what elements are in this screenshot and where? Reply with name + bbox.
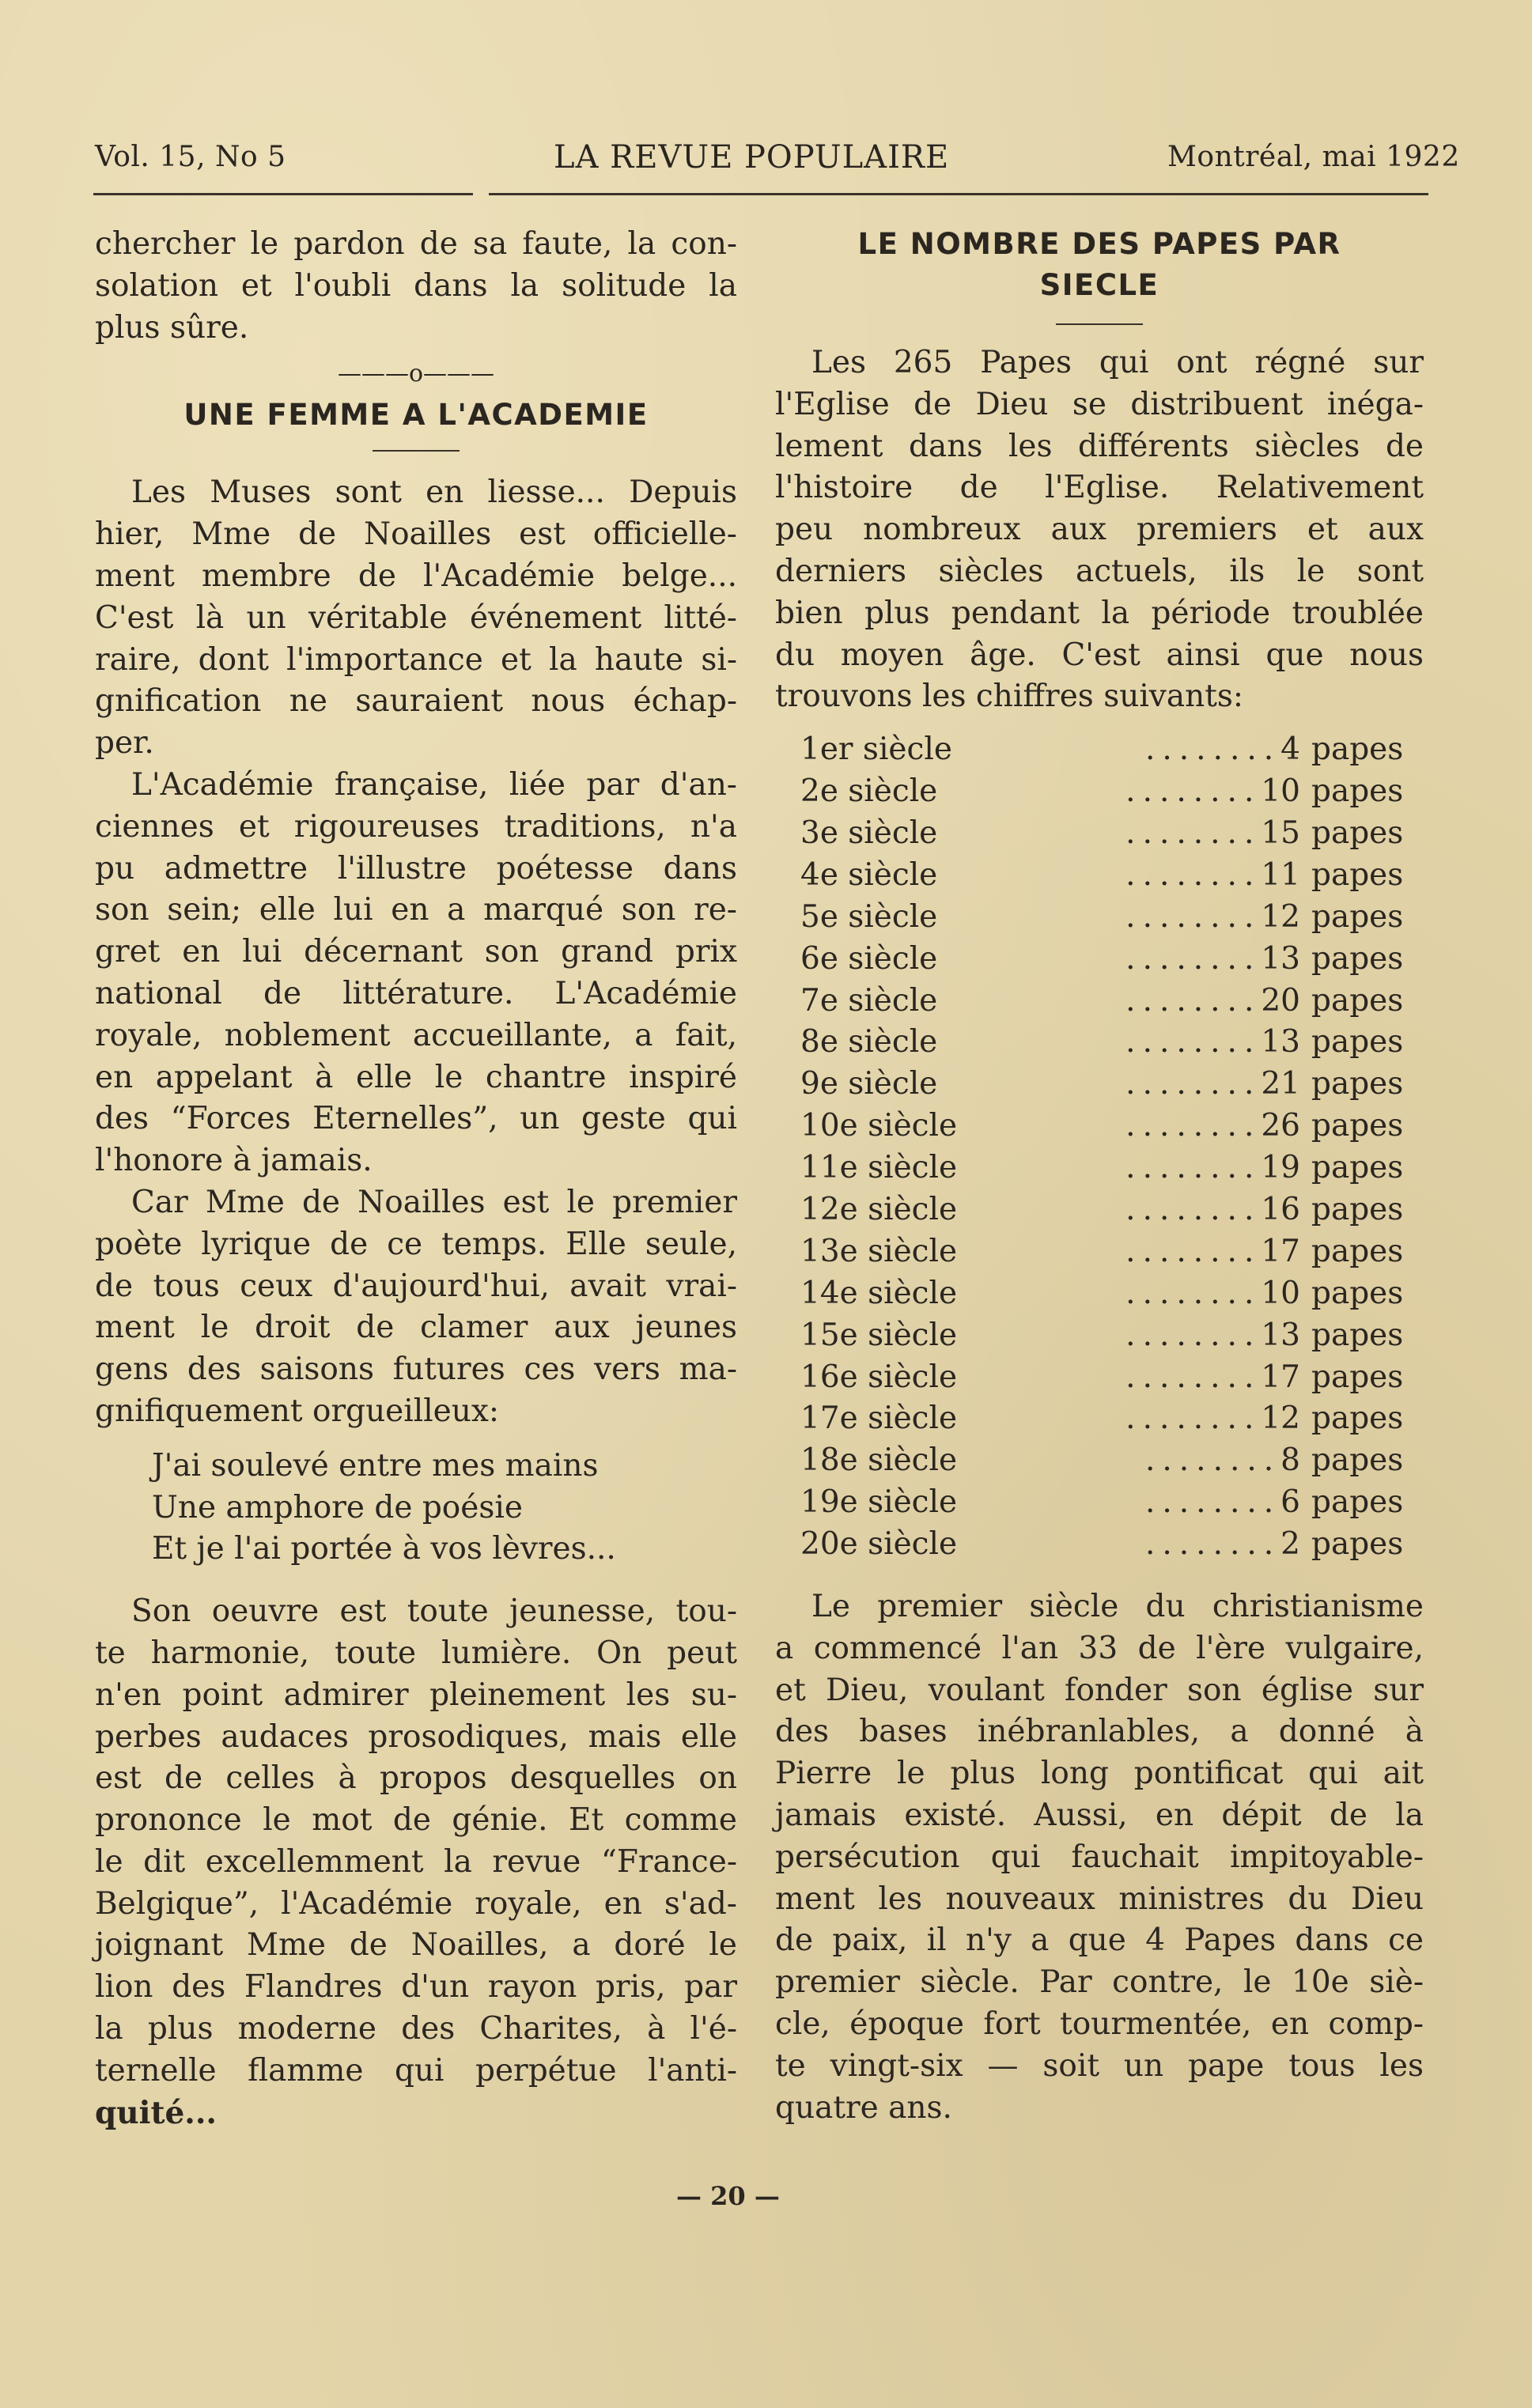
unit-label: papes [1311, 1317, 1404, 1353]
table-row [800, 939, 1424, 981]
paragraph-line: quatre ans. [775, 2089, 952, 2126]
pope-count: 17 [1261, 1359, 1300, 1395]
unit-label: papes [1311, 898, 1404, 935]
paragraph-line: te harmonie, toute lumière. On peut [95, 1635, 737, 1671]
unit-label: papes [1311, 1150, 1404, 1186]
paragraph-line: te vingt-six — soit un pape tous les [775, 2047, 1424, 2084]
leader-and-count [987, 1482, 1300, 1524]
paragraph-line: peu nombreux aux premiers et aux [775, 512, 1424, 548]
leader-and-count [987, 855, 1300, 897]
dot-leader: ........ [1125, 815, 1262, 851]
right-column [775, 224, 1424, 2129]
intro-line: plus sûre. [95, 309, 249, 346]
century-label: 15e siècle [800, 1317, 958, 1353]
paragraph-line: gnification ne sauraient nous échap- [95, 683, 737, 720]
century-label: 5e siècle [800, 898, 938, 935]
paragraph-line: persécution qui fauchait impitoyable- [775, 1839, 1424, 1875]
title-rule [1056, 323, 1143, 325]
pope-count: 8 [1280, 1442, 1300, 1479]
paragraph-line: bien plus pendant la période troublée [775, 595, 1424, 631]
dot-leader: ........ [1125, 773, 1262, 810]
leader-and-count [987, 1231, 1300, 1273]
pope-count: 11 [1261, 856, 1300, 893]
table-row [800, 771, 1424, 813]
century-label: 9e siècle [800, 1066, 938, 1102]
paragraph-line: per. [95, 725, 154, 762]
unit-label: papes [1311, 940, 1404, 977]
dot-leader: ........ [1125, 1401, 1262, 1437]
leader-and-count [987, 1106, 1300, 1147]
paragraph-line: ment membre de l'Académie belge... [95, 558, 737, 594]
leader-and-count [987, 939, 1300, 981]
dot-leader: ........ [1125, 1108, 1262, 1144]
poem-quote [95, 1446, 737, 1571]
unit-label: papes [1311, 1233, 1404, 1269]
pope-count: 13 [1261, 1024, 1300, 1060]
dot-leader: ........ [1125, 1233, 1262, 1269]
century-label: 11e siècle [800, 1150, 958, 1186]
dot-leader: ........ [1125, 982, 1262, 1019]
leader-and-count [987, 1022, 1300, 1064]
paragraph-line: des bases inébranlables, a donné à [775, 1714, 1424, 1750]
dot-leader: ........ [1125, 1024, 1262, 1060]
paragraph-line: Car Mme de Noailles est le premier [131, 1184, 737, 1220]
paragraph-line: l'histoire de l'Eglise. Relativement [775, 470, 1424, 506]
dot-leader: ........ [1125, 1066, 1262, 1102]
table-row [800, 1315, 1424, 1357]
dot-leader: ........ [1125, 1191, 1262, 1227]
unit-label: papes [1311, 815, 1404, 851]
paragraph-line: hier, Mme de Noailles est officielle- [95, 516, 737, 553]
paragraph-line: ment le droit de clamer aux jeunes [95, 1310, 737, 1346]
century-label: 18e siècle [800, 1442, 958, 1479]
century-label: 13e siècle [800, 1233, 958, 1269]
paragraph-line: Pierre le plus long pontificat qui ait [775, 1756, 1424, 1792]
unit-label: papes [1311, 731, 1404, 768]
pope-count: 13 [1261, 1317, 1300, 1353]
dot-leader: ........ [1125, 856, 1262, 893]
century-label: 1er siècle [800, 731, 952, 768]
paragraph-line: pu admettre l'illustre poétesse dans [95, 850, 737, 886]
pope-count: 10 [1261, 1275, 1300, 1311]
paragraph-line: l'Eglise de Dieu se distribuent inéga- [775, 386, 1424, 422]
leader-and-count [987, 1524, 1300, 1566]
popes-per-century-table [800, 729, 1424, 1566]
paragraph-line: a commencé l'an 33 de l'ère vulgaire, [775, 1630, 1424, 1666]
paragraph-line: de paix, il n'y a que 4 Papes dans ce [775, 1922, 1424, 1959]
paragraph-line: jamais existé. Aussi, en dépit de la [775, 1797, 1424, 1833]
article-title-line-1: LE NOMBRE DES PAPES PAR [857, 227, 1341, 261]
paragraph-line: raire, dont l'importance et la haute si- [95, 641, 737, 678]
paragraph-line: trouvons les chiffres suivants: [775, 679, 1244, 715]
pope-count: 10 [1261, 773, 1300, 810]
century-label: 6e siècle [800, 940, 938, 977]
unit-label: papes [1311, 982, 1404, 1019]
paragraph-line: et Dieu, voulant fonder son église sur [775, 1672, 1424, 1708]
title-rule [373, 450, 460, 452]
paragraph-line: la plus moderne des Charites, à l'é- [95, 2011, 737, 2047]
table-row [800, 1189, 1424, 1231]
century-label: 10e siècle [800, 1108, 958, 1144]
table-row [800, 1357, 1424, 1399]
century-label: 4e siècle [800, 856, 938, 893]
paragraph-line: ment les nouveaux ministres du Dieu [775, 1881, 1424, 1917]
paragraph-line: ciennes et rigoureuses traditions, n'a [95, 808, 737, 845]
pope-count: 12 [1261, 1401, 1300, 1437]
paragraph-line: perbes audaces prosodiques, mais elle [95, 1718, 737, 1755]
paragraph-line: ternelle flamme qui perpétue l'anti- [95, 2052, 737, 2089]
table-row [800, 729, 1424, 771]
article-title: UNE FEMME A L'ACADEMIE [183, 398, 649, 433]
unit-label: papes [1311, 1191, 1404, 1227]
paragraph-line: Les Muses sont en liesse... Depuis [131, 474, 737, 511]
century-label: 3e siècle [800, 815, 938, 851]
leader-and-count [987, 729, 1300, 771]
table-row [800, 1273, 1424, 1315]
unit-label: papes [1311, 1024, 1404, 1060]
pope-count: 13 [1261, 940, 1300, 977]
pope-count: 6 [1280, 1484, 1300, 1521]
leader-and-count [987, 1064, 1300, 1106]
unit-label: papes [1311, 1401, 1404, 1437]
table-row [800, 813, 1424, 855]
page-number: — 20 — [676, 2181, 780, 2211]
leader-and-count [987, 813, 1300, 855]
table-row [800, 1022, 1424, 1064]
century-label: 8e siècle [800, 1024, 938, 1060]
paragraph-line: joignant Mme de Noailles, a doré le [95, 1927, 737, 1964]
section-separator: ———o——— [337, 360, 495, 388]
paragraph-line: poète lyrique de ce temps. Elle seule, [95, 1226, 737, 1262]
poem-line: J'ai soulevé entre mes mains [152, 1447, 599, 1484]
intro-line: solation et l'oubli dans la solitude la [95, 267, 737, 304]
closing-paragraph [775, 1586, 1424, 2129]
paragraph-line: du moyen âge. C'est ainsi que nous [775, 637, 1424, 673]
pope-count: 4 [1280, 731, 1300, 768]
paragraph-line: royale, noblement accueillante, a fait, [95, 1017, 737, 1053]
dot-leader: ........ [1144, 731, 1281, 768]
table-row [800, 1398, 1424, 1440]
dot-leader: ........ [1144, 1442, 1281, 1479]
header-rule-left [93, 193, 473, 195]
dot-leader: ........ [1125, 1317, 1262, 1353]
paragraph-line: en appelant à elle le chantre inspiré [95, 1059, 737, 1095]
unit-label: papes [1311, 773, 1404, 810]
paragraph-line: C'est là un véritable événement litté- [95, 599, 737, 636]
table-row [800, 1482, 1424, 1524]
leader-and-count [987, 1147, 1300, 1189]
leader-and-count [987, 1398, 1300, 1440]
paragraph-line: Le premier siècle du christianisme [811, 1588, 1424, 1624]
table-row [800, 1147, 1424, 1189]
unit-label: papes [1311, 1442, 1404, 1479]
paragraph-line: L'Académie française, liée par d'an- [131, 766, 737, 803]
paragraph-line: gens des saisons futures ces vers ma- [95, 1351, 737, 1388]
unit-label: papes [1311, 856, 1404, 893]
leader-and-count [987, 1189, 1300, 1231]
dot-leader: ........ [1125, 1275, 1262, 1311]
century-label: 7e siècle [800, 982, 938, 1019]
table-row [800, 1231, 1424, 1273]
unit-label: papes [1311, 1275, 1404, 1311]
paragraph-line: cle, époque fort tourmentée, en comp- [775, 2005, 1424, 2042]
dot-leader: ........ [1144, 1484, 1281, 1521]
unit-label: papes [1311, 1108, 1404, 1144]
paragraph-line: l'honore à jamais. [95, 1143, 373, 1179]
intro-line: chercher le pardon de sa faute, la con- [95, 226, 737, 262]
leader-and-count [987, 981, 1300, 1023]
poem-line: Et je l'ai portée à vos lèvres... [152, 1531, 616, 1567]
paragraph-line: national de littérature. L'Académie [95, 975, 737, 1011]
paragraph-line: de tous ceux d'aujourd'hui, avait vrai- [95, 1268, 737, 1304]
leader-and-count [987, 1273, 1300, 1315]
pope-count: 2 [1280, 1526, 1300, 1563]
pope-count: 21 [1261, 1066, 1300, 1102]
pope-count: 16 [1261, 1191, 1300, 1227]
dot-leader: ........ [1125, 898, 1262, 935]
paragraph-line: son sein; elle lui en a marqué son re- [95, 892, 737, 928]
pope-count: 26 [1261, 1108, 1300, 1144]
century-label: 17e siècle [800, 1401, 958, 1437]
century-label: 14e siècle [800, 1275, 958, 1311]
table-row [800, 1106, 1424, 1147]
dot-leader: ........ [1125, 940, 1262, 977]
paragraph-line: gnifiquement orgueilleux: [95, 1393, 500, 1429]
paragraph-line: premier siècle. Par contre, le 10e siè- [775, 1964, 1424, 2001]
leader-and-count [987, 1357, 1300, 1399]
header-volume: Vol. 15, No 5 [95, 141, 286, 173]
left-column [95, 224, 737, 2134]
leader-and-count [987, 1315, 1300, 1357]
dot-leader: ........ [1125, 1359, 1262, 1395]
pope-count: 19 [1261, 1150, 1300, 1186]
table-row [800, 855, 1424, 897]
paragraph-line: n'en point admirer pleinement les su- [95, 1677, 737, 1713]
header-date: Montréal, mai 1922 [1167, 141, 1460, 173]
unit-label: papes [1311, 1484, 1404, 1521]
header-title: LA REVUE POPULAIRE [554, 139, 950, 176]
paragraph-line: Les 265 Papes qui ont régné sur [811, 345, 1424, 380]
leader-and-count [987, 1440, 1300, 1482]
unit-label: papes [1311, 1359, 1404, 1395]
unit-label: papes [1311, 1526, 1404, 1563]
table-row [800, 1064, 1424, 1106]
century-label: 12e siècle [800, 1191, 958, 1227]
paragraph-line: est de celles à propos desquelles on [95, 1760, 737, 1797]
table-row [800, 897, 1424, 939]
century-label: 16e siècle [800, 1359, 958, 1395]
paragraph-line: lion des Flandres d'un rayon pris, par [95, 1969, 737, 2005]
leader-and-count [987, 771, 1300, 813]
paragraph-line: lement dans les différents siècles de [775, 428, 1424, 464]
table-row [800, 981, 1424, 1023]
century-label: 2e siècle [800, 773, 938, 810]
paragraph-line: gret en lui décernant son grand prix [95, 934, 737, 970]
century-label: 20e siècle [800, 1526, 958, 1563]
pope-count: 12 [1261, 898, 1300, 935]
paragraph-line: Belgique”, l'Académie royale, en s'ad- [95, 1885, 737, 1922]
unit-label: papes [1311, 1066, 1404, 1102]
table-row [800, 1440, 1424, 1482]
century-label: 19e siècle [800, 1484, 958, 1521]
paragraph-line: des “Forces Eternelles”, un geste qui [95, 1101, 737, 1137]
paragraph-line: quité... [95, 2094, 218, 2131]
pope-count: 15 [1261, 815, 1300, 851]
paragraph-line: Son oeuvre est toute jeunesse, tou- [131, 1593, 737, 1630]
paragraph-line: prononce le mot de génie. Et comme [95, 1802, 737, 1839]
paragraph-line: le dit excellemment la revue “France- [95, 1843, 737, 1880]
dot-leader: ........ [1144, 1526, 1281, 1563]
header-rule-right [489, 193, 1428, 195]
dot-leader: ........ [1125, 1150, 1262, 1186]
pope-count: 20 [1261, 982, 1300, 1019]
article-title-line-2: SIECLE [1039, 268, 1159, 302]
leader-and-count [987, 897, 1300, 939]
paragraph-line: derniers siècles actuels, ils le sont [775, 553, 1424, 589]
table-row [800, 1524, 1424, 1566]
pope-count: 17 [1261, 1233, 1300, 1269]
poem-line: Une amphore de poésie [152, 1489, 523, 1525]
